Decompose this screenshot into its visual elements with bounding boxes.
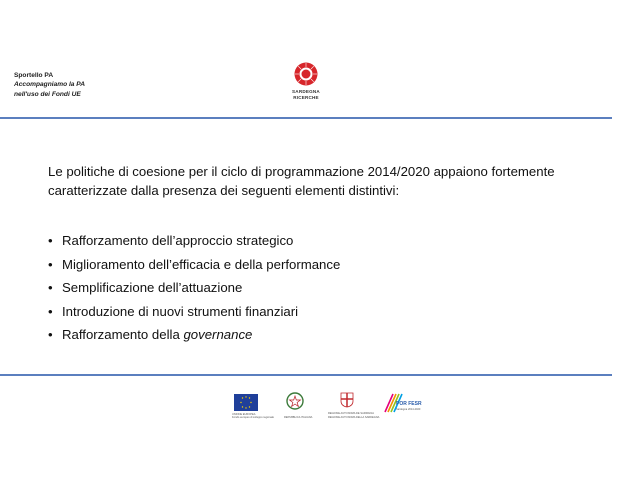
logo-name-line-2: RICERCHE (293, 95, 319, 100)
header-line-1: Sportello PA (14, 72, 54, 79)
ita-caption: REPUBBLICA ITALIANA (284, 416, 313, 419)
sun-logo-icon (294, 62, 318, 86)
ras-caption-2: REGIONE AUTONOMA DELLA SARDEGNA (328, 416, 380, 419)
footer-logo-strip (0, 392, 638, 432)
list-item (48, 276, 340, 300)
bullet-text: Miglioramento dell’efficacia e della performance (62, 256, 341, 272)
por-fesr-logo (383, 392, 422, 424)
por-fesr-subtitle: Sardegna 2014-2020 (396, 408, 421, 411)
bullet-dot: • (48, 327, 53, 343)
bullet-dot: • (48, 256, 53, 272)
list-item (48, 253, 340, 277)
sardinia-shield-icon (340, 392, 354, 408)
bullet-text-italic: governance (183, 327, 253, 343)
italian-republic-logo (284, 392, 313, 422)
bullet-text: Introduzione di nuovi strumenti finanziari (62, 303, 299, 319)
eu-caption-2: Fondo europeo di sviluppo regionale (232, 416, 274, 419)
bullet-list (48, 229, 340, 347)
header-title-block (14, 71, 85, 99)
bullet-dot: • (48, 303, 53, 319)
logo-name-line-1: SARDEGNA (292, 89, 320, 94)
list-item (48, 300, 340, 324)
eu-flag-icon (234, 394, 258, 411)
bullet-dot: • (48, 280, 53, 296)
list-item (48, 323, 340, 347)
bullet-dot: • (48, 233, 53, 248)
ras-caption-1: REGIONE AUTONOMA DE SARDIGNA (328, 412, 374, 415)
sardegna-ricerche-logo (283, 62, 329, 112)
header-divider (0, 117, 612, 119)
header-line-3: nell'uso dei Fondi UE (14, 90, 81, 98)
header-line-2: Accompagniamo la PA (14, 81, 85, 89)
footer-divider (0, 374, 612, 376)
eu-logo (232, 392, 274, 420)
eu-caption-1: UNIONE EUROPEA (232, 413, 256, 416)
italian-emblem-icon (284, 392, 306, 412)
bullet-text: Semplificazione dell’attuazione (62, 280, 243, 296)
list-item (48, 229, 340, 253)
bullet-text: Rafforzamento dell’approccio strategico (62, 233, 294, 248)
intro-paragraph: Le politiche di coesione per il ciclo di programmazione 2014/2020 appaiono fortemente caratterizzate dalla presenza dei seguenti elementi distintivi: (48, 164, 555, 198)
bullet-text: Rafforzamento della (62, 327, 184, 343)
por-fesr-label: POR FESR (396, 401, 422, 407)
